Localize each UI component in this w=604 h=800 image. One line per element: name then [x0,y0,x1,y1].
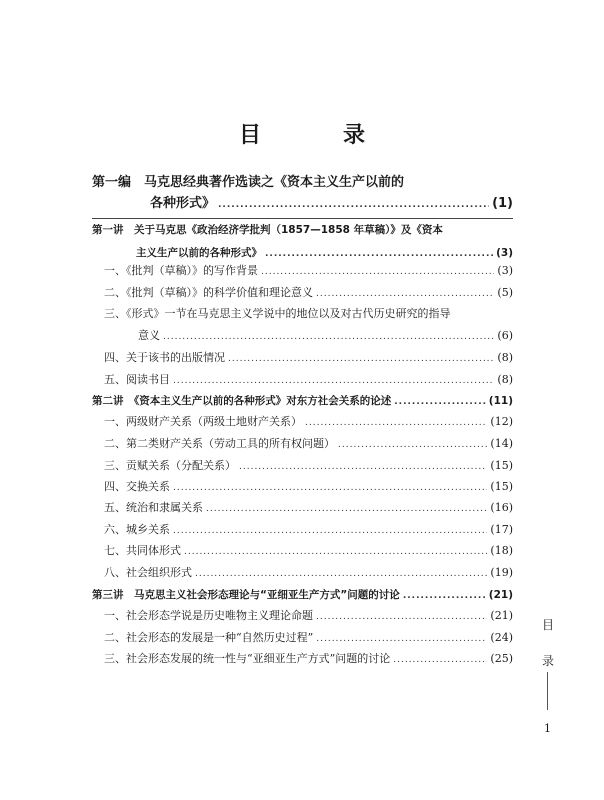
toc-leader-dots [206,501,487,517]
toc-leader-dots [305,415,487,431]
toc-item[interactable] [92,630,513,647]
toc-page-number: (15) [490,459,513,472]
toc-page-number: (5) [497,286,513,299]
toc-page-number: (25) [490,652,513,665]
toc-item-title: 三、社会形态发展的统一性与“亚细亚生产方式”问题的讨论 [104,652,391,665]
toc-item[interactable] [92,608,513,625]
divider-rule [92,218,513,219]
toc-page-number: (12) [490,415,513,428]
toc-item[interactable] [92,500,513,517]
toc-leader-dots [265,246,493,262]
toc-item-title: 二、社会形态的发展是一种“自然历史过程” [104,631,314,644]
toc-page-number: (3) [497,264,513,277]
toc-item-title: 四、关于该书的出版情况 [104,351,225,364]
toc-leader-dots [316,631,487,647]
toc-item-title-line1: 三、《形式》一节在马克思主义学说中的地位以及对古代历史研究的指导 [104,307,451,320]
toc-item-title: 三、贡赋关系（分配关系） [104,459,236,472]
toc-page-number: (17) [490,523,513,536]
toc-item[interactable] [92,522,513,539]
toc-page-number: (18) [490,544,513,557]
toc-item[interactable] [92,543,513,560]
toc-lecture-2-title: 第二讲 《资本主义生产以前的各种形式》对东方社会关系的论述 [92,395,392,407]
toc-lecture-1[interactable] [92,222,513,262]
toc-page-number: (8) [497,373,513,386]
toc-item[interactable] [92,306,513,345]
toc-page-number: (24) [490,631,513,644]
toc-leader-dots [316,286,494,302]
toc-item-title: 一、社会形态学说是历史唯物主义理论命题 [104,609,313,622]
side-label-top: 目 [542,618,555,632]
toc-item[interactable] [92,436,513,453]
toc-leader-dots [393,652,487,668]
toc-page-number: (16) [490,501,513,514]
toc-item[interactable] [92,350,513,367]
toc-lecture-1-title-line2: 主义生产以前的各种形式》 [136,247,262,259]
toc-page-number: (15) [490,480,513,493]
toc-item-title: 二、《批判（草稿）》的科学价值和理论意义 [104,286,313,299]
toc-leader-dots [195,566,487,582]
toc-leader-dots [163,329,494,345]
toc-leader-dots [173,523,487,539]
toc-page-number: (8) [497,351,513,364]
toc-leader-dots [228,351,494,367]
toc-page-number: (3) [496,247,513,259]
toc-item[interactable] [92,414,513,431]
toc-leader-dots [173,480,487,496]
toc-leader-dots [261,264,494,280]
side-rule [547,672,548,710]
toc-item-title: 七、共同体形式 [104,544,181,557]
toc-leader-dots [239,459,487,475]
toc-item-title: 二、第二类财产关系（劳动工具的所有权问题） [104,437,335,450]
toc-item-title-line2: 意义 [138,329,160,342]
side-label-bottom: 录 [542,654,555,668]
toc-item-title: 八、社会组织形式 [104,566,192,579]
toc-item-title: 四、交换关系 [104,480,170,493]
toc-lecture-3[interactable] [92,587,513,604]
toc-item[interactable] [92,479,513,496]
toc-item-title: 一、两级财产关系（两级土地财产关系） [104,415,302,428]
toc-item[interactable] [92,263,513,280]
toc-page-number: (21) [488,589,513,601]
page-number: 1 [544,722,551,735]
toc-lecture-2[interactable] [92,393,513,410]
toc-page-number: (21) [490,609,513,622]
toc-item[interactable] [92,651,513,668]
toc-lecture-3-title: 第三讲 马克思主义社会形态理论与“亚细亚生产方式”问题的讨论 [92,589,400,601]
toc-leader-dots [394,394,486,410]
toc-lecture-1-title-line1: 第一讲 关于马克思《政治经济学批判（1857—1858 年草稿）》及《资本 [92,224,443,236]
toc-item-title: 六、城乡关系 [104,523,170,536]
page-title: 目 录 [238,122,395,148]
toc-page-number: (6) [497,329,513,342]
toc-item-title: 五、阅读书目 [104,373,170,386]
toc-leader-dots [316,609,487,625]
toc-page-number: (1) [492,196,513,211]
toc-item[interactable] [92,458,513,475]
toc-leader-dots [338,437,487,453]
toc-item-title: 五、统治和隶属关系 [104,501,203,514]
toc-item-title: 一、《批判（草稿）》的写作背景 [104,264,258,277]
toc-leader-dots [403,588,486,604]
toc-leader-dots [173,373,494,389]
toc-item[interactable] [92,372,513,389]
toc-part-1[interactable] [92,172,513,216]
toc-page-number: (19) [490,566,513,579]
toc-page-number: (14) [490,437,513,450]
toc-leader-dots [218,195,489,216]
toc-page-number: (11) [488,395,513,407]
toc-leader-dots [184,544,487,560]
toc-item[interactable] [92,565,513,582]
toc-part-1-title-line1: 第一编 马克思经典著作选读之《资本主义生产以前的 [92,175,405,190]
toc-part-1-title-line2: 各种形式》 [150,196,216,211]
toc-item[interactable] [92,285,513,302]
